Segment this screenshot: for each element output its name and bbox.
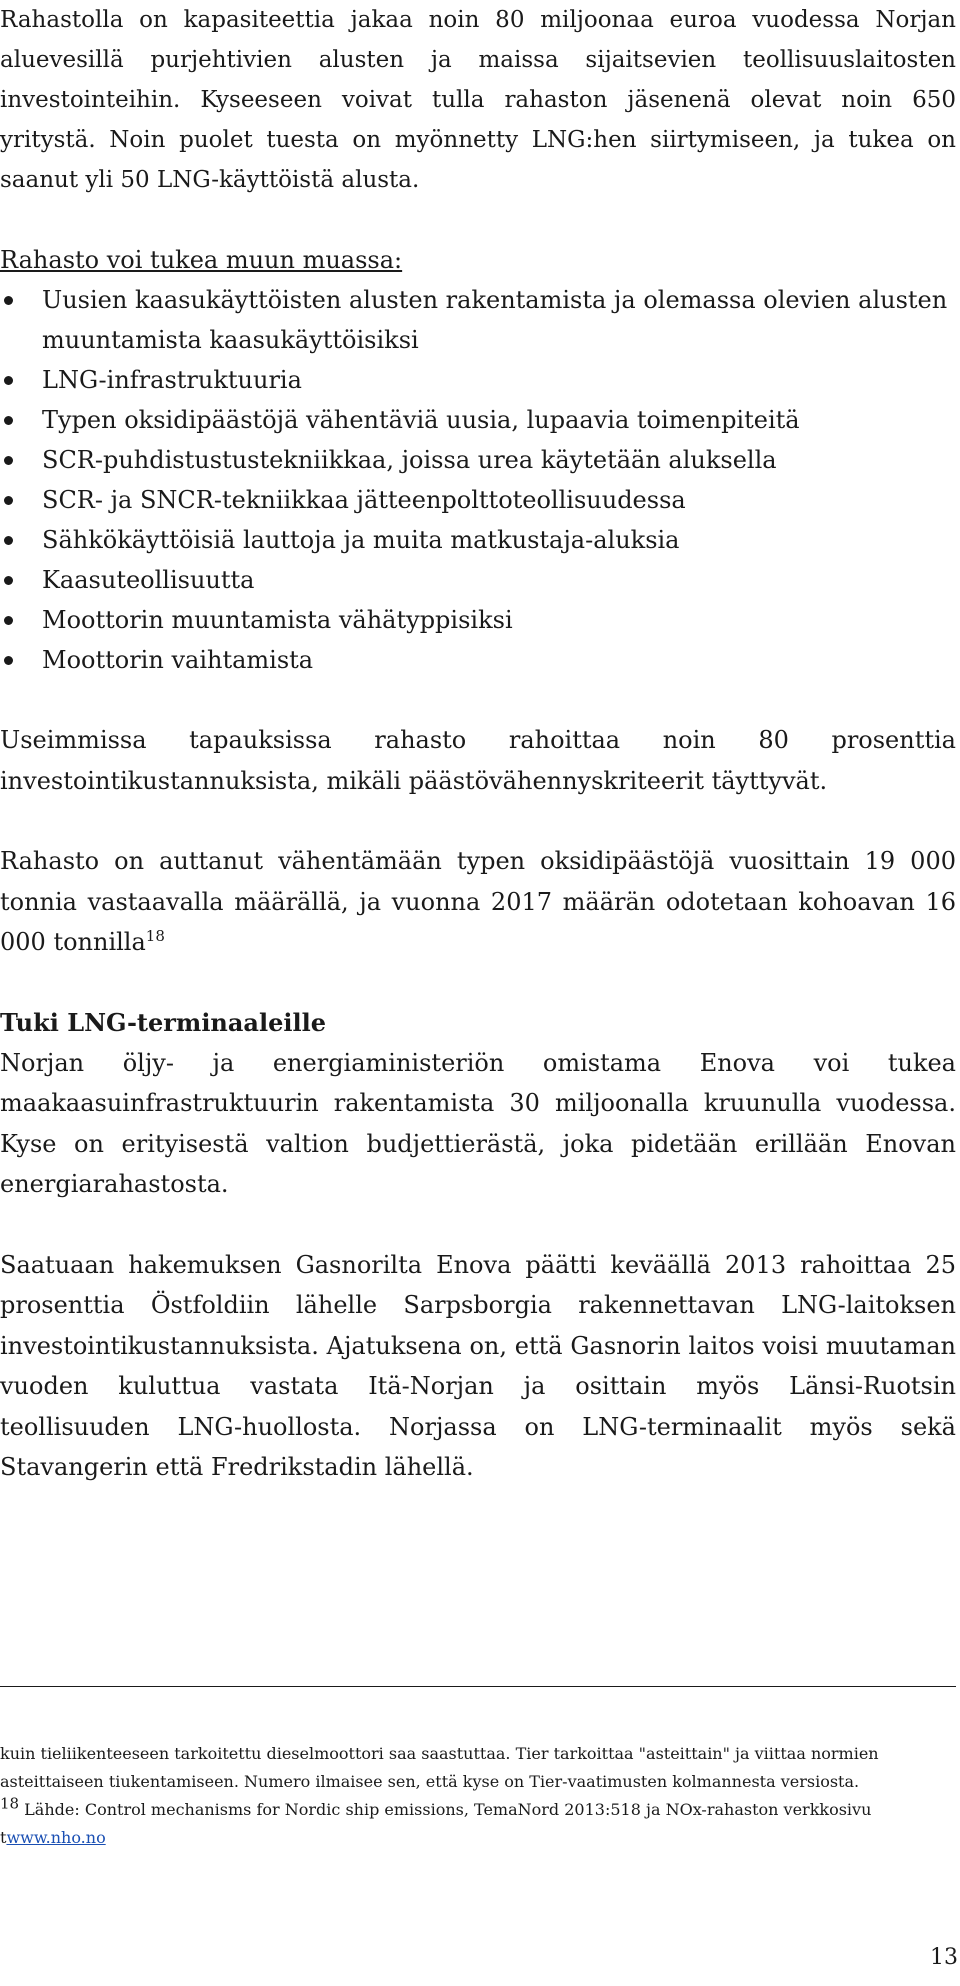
emission-results-paragraph	[0, 841, 956, 963]
section-heading: Tuki LNG-terminaaleille	[0, 1007, 326, 1037]
footnote-17: kuin tieliikenteeseen tarkoitettu dieselmoottori saa saastuttaa. Tier tarkoittaa "asteittain" ja viittaa normien asteittaiseen tiukentamiseen. Numero ilmaisee sen, että kyse on Tier-vaatimusten kolmannesta versiosta.	[0, 1744, 879, 1791]
list-item-text: Moottorin vaihtamista	[42, 646, 314, 674]
list-item-text: SCR- ja SNCR-tekniikkaa jätteenpolttoteollisuudessa	[42, 486, 686, 514]
footnotes	[0, 1740, 956, 1852]
list-item-text: Typen oksidipäästöjä vähentäviä uusia, lupaavia toimenpiteitä	[42, 406, 800, 434]
nho-website-link[interactable]: www.nho.no	[6, 1828, 106, 1847]
spacer	[0, 963, 956, 1003]
bullet-icon	[4, 296, 13, 305]
funding-share-paragraph: Useimmissa tapauksissa rahasto rahoittaa noin 80 prosenttia investointikustannuksista, mikäli päästövähennyskriteerit täyttyvät.	[0, 726, 956, 795]
list-item	[0, 600, 956, 640]
list-item	[0, 480, 956, 520]
bullet-icon	[4, 376, 13, 385]
list-item	[0, 560, 956, 600]
list-item-text: Kaasuteollisuutta	[42, 566, 255, 594]
bullet-icon	[4, 536, 13, 545]
bullet-icon	[4, 616, 13, 625]
gasnor-paragraph: Saatuaan hakemuksen Gasnorilta Enova päätti keväällä 2013 rahoittaa 25 prosenttia Östfoldiin lähelle Sarpsborgia rakennettavan LNG-laitoksen investointikustannuksista. Ajatuksena on, että Gasnorin laitos voisi muutaman vuoden kuluttua vastata Itä-Norjan ja osittain myös Länsi-Ruotsin teollisuuden LNG-huollosta. Norjassa on LNG-terminaalit myös sekä Stavangerin että Fredrikstadin lähellä.	[0, 1250, 956, 1481]
bullet-icon	[4, 416, 13, 425]
enova-paragraph: Norjan öljy- ja energiaministeriön omistama Enova voi tukea maakaasuinfrastruktuurin rakentamista 30 miljoonalla kruunulla vuodessa. Kyse on erityisestä valtion budjettierästä, joka pidetään erillään Enovan energiarahastosta.	[0, 1048, 956, 1198]
bullet-icon	[4, 456, 13, 465]
list-item-text: Moottorin muuntamista vähätyppisiksi	[42, 606, 513, 634]
page-number: 13	[930, 1945, 958, 1970]
list-item-text: Uusien kaasukäyttöisten alusten rakentamista ja olemassa olevien alusten muuntamista kaasukäyttöisiksi	[42, 286, 948, 354]
list-item	[0, 440, 956, 480]
spacer	[0, 200, 956, 240]
footnote-18	[0, 1796, 956, 1852]
bullet-icon	[4, 656, 13, 665]
bullet-icon	[4, 576, 13, 585]
list-item	[0, 280, 956, 360]
support-list	[0, 280, 956, 680]
list-heading: Rahasto voi tukea muun muassa:	[0, 246, 403, 274]
emission-results-text: Rahasto on auttanut vähentämään typen oksidipäästöjä vuosittain 19 000 tonnia vastaavalla määrällä, ja vuonna 2017 määrän odotetaan kohoavan 16 000 tonnilla	[0, 847, 956, 956]
list-item	[0, 520, 956, 560]
spacer	[0, 801, 956, 841]
spacer	[0, 680, 956, 720]
list-item	[0, 640, 956, 680]
footnote-number: 18	[0, 1794, 20, 1813]
list-item	[0, 400, 956, 440]
list-item	[0, 360, 956, 400]
list-item-text: Sähkökäyttöisiä lauttoja ja muita matkustaja-aluksia	[42, 526, 680, 554]
spacer	[0, 1205, 956, 1245]
list-item-text: LNG-infrastruktuuria	[42, 366, 302, 394]
footnote-reference: 18	[145, 927, 165, 945]
bullet-icon	[4, 496, 13, 505]
list-item-text: SCR-puhdistustustekniikkaa, joissa urea käytetään aluksella	[42, 446, 777, 474]
footnote-divider	[0, 1686, 956, 1687]
footnote-link-prefix: t	[0, 1828, 7, 1847]
intro-paragraph: Rahastolla on kapasiteettia jakaa noin 80 miljoonaa euroa vuodessa Norjan aluevesillä purjehtivien alusten ja maissa sijaitsevien teollisuuslaitosten investointeihin. Kyseeseen voivat tulla rahaston jäsenenä olevat noin 650 yritystä. Noin puolet tuesta on myönnetty LNG:hen siirtymiseen, ja tukea on saanut yli 50 LNG-käyttöistä alusta.	[0, 7, 956, 193]
footnote-18-text: Lähde: Control mechanisms for Nordic ship emissions, TemaNord 2013:518 ja NOx-rahaston verkkosivu	[19, 1800, 872, 1819]
